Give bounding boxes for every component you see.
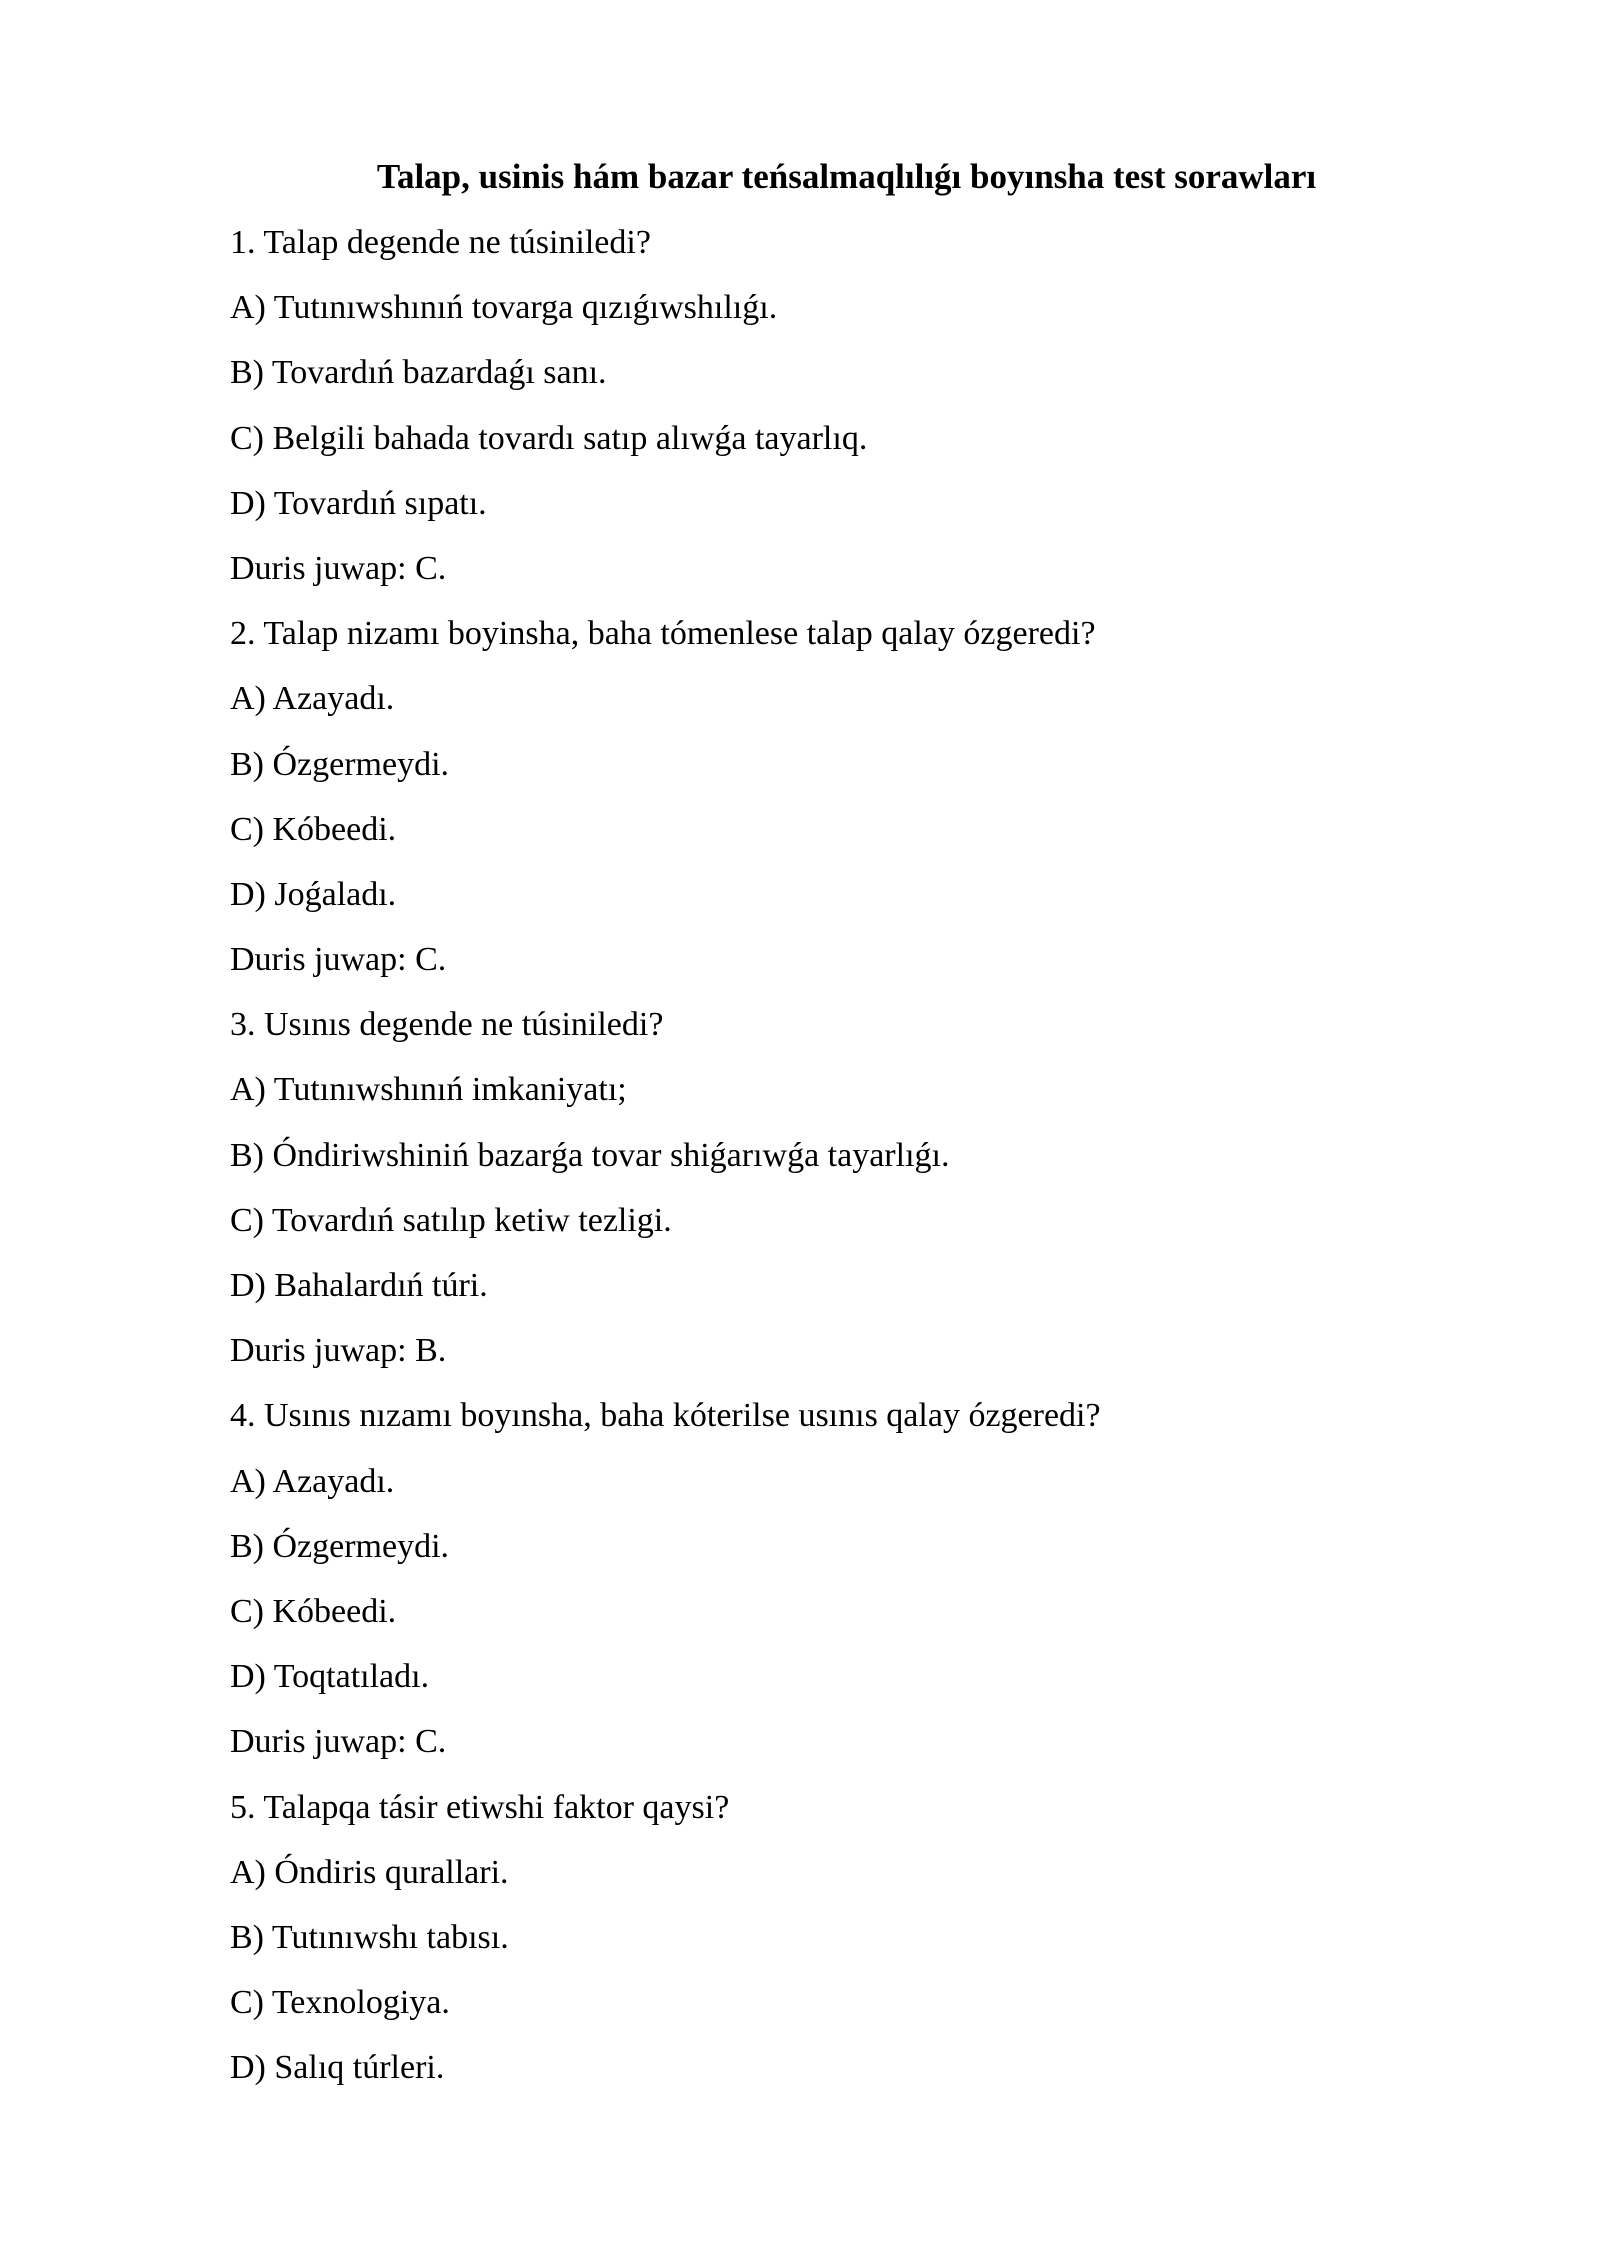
- answer-option: B) Ózgermeydi.: [230, 745, 450, 783]
- answer-option: B) Óndiriwshiniń bazarǵa tovar shiǵarıwǵa tayarlıǵı.: [230, 1136, 950, 1174]
- answer-option: C) Kóbeedi.: [230, 1592, 397, 1630]
- answer-option: A) Azayadı.: [230, 680, 395, 718]
- answer-option: A) Óndiris qurallari.: [230, 1853, 509, 1891]
- correct-answer: Duris juwap: C.: [230, 941, 447, 979]
- answer-option: A) Tutınıwshınıń imkaniyatı;: [230, 1071, 627, 1109]
- answer-option: D) Toqtatıladı.: [230, 1658, 430, 1696]
- document-title: Talap, usinis hám bazar teńsalmaqlılıǵı boyınsha test sorawları: [376, 157, 1317, 196]
- answer-option: C) Kóbeedi.: [230, 810, 397, 848]
- correct-answer: Duris juwap: C.: [230, 549, 447, 587]
- answer-option: C) Texnologiya.: [230, 1984, 450, 2022]
- answer-option: C) Tovardıń satılıp ketiw tezligi.: [230, 1201, 672, 1239]
- answer-option: B) Tutınıwshı tabısı.: [230, 1918, 509, 1956]
- answer-option: B) Ózgermeydi.: [230, 1527, 450, 1565]
- answer-option: D) Joǵaladı.: [230, 875, 397, 913]
- question-text: 4. Usınıs nızamı boyınsha, baha kóterilse usınıs qalay ózgeredi?: [230, 1397, 1101, 1435]
- question-list: [230, 210, 1530, 2100]
- correct-answer: Duris juwap: B.: [230, 1332, 447, 1370]
- answer-option: D) Bahalardıń túri.: [230, 1267, 488, 1304]
- answer-option: C) Belgili bahada tovardı satıp alıwǵa tayarlıq.: [230, 419, 868, 457]
- question-text: 5. Talapqa tásir etiwshi faktor qaysi?: [230, 1788, 730, 1826]
- answer-option: D) Salıq túrleri.: [230, 2049, 445, 2087]
- correct-answer: Duris juwap: C.: [230, 1723, 447, 1761]
- question-text: 2. Talap nizamı boyinsha, baha tómenlese talap qalay ózgeredi?: [230, 615, 1096, 653]
- answer-option: A) Tutınıwshınıń tovarga qızıǵıwshılıǵı.: [230, 289, 778, 327]
- answer-option: D) Tovardıń sıpatı.: [230, 484, 487, 522]
- answer-option: A) Azayadı.: [230, 1462, 395, 1500]
- question-text: 1. Talap degende ne túsiniledi?: [230, 224, 651, 261]
- question-text: 3. Usınıs degende ne túsiniledi?: [230, 1006, 664, 1044]
- answer-option: B) Tovardıń bazardaǵı sanı.: [230, 354, 607, 392]
